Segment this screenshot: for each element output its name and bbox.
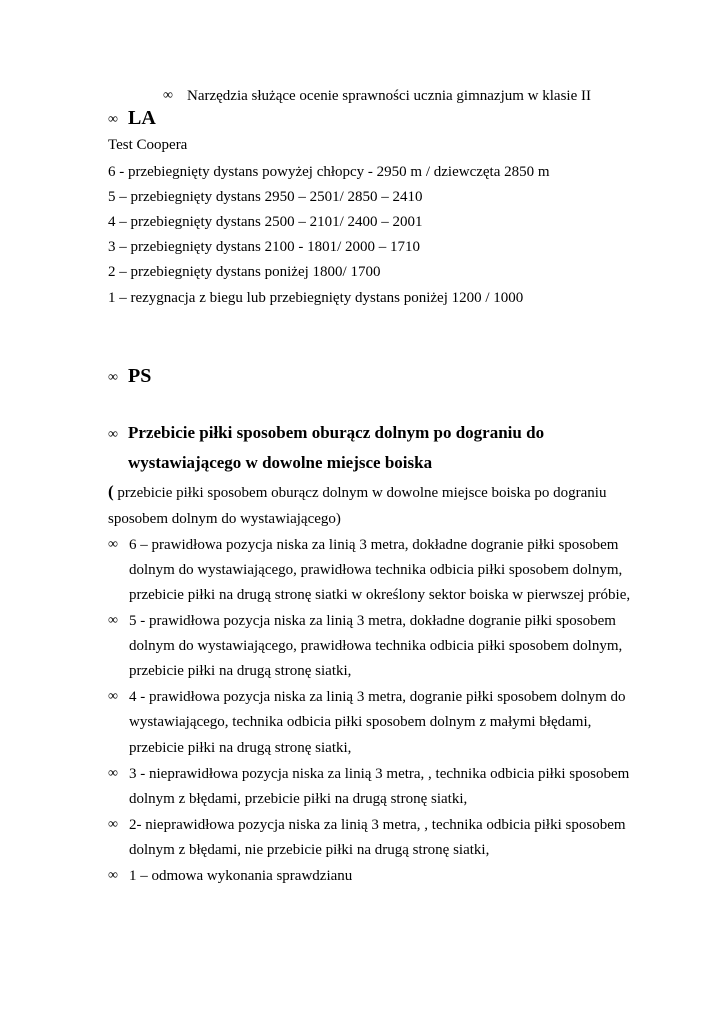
bullet-icon: ∞ xyxy=(108,112,118,127)
bullet-icon: ∞ xyxy=(163,88,173,103)
bullet-icon: ∞ xyxy=(108,868,118,883)
test-name: Test Coopera xyxy=(108,137,188,153)
section-heading-ps: PS xyxy=(128,365,152,387)
bullet-icon: ∞ xyxy=(108,370,118,385)
bullet-icon: ∞ xyxy=(108,427,118,442)
criterion-line: 6 – prawidłowa pozycja niska za linią 3 metra, dokładne dogranie piłki sposobem xyxy=(129,537,619,553)
description-text: przebicie piłki sposobem oburącz dolnym w dowolne miejsce boiska po dograniu xyxy=(113,485,607,501)
criterion-line: dolnym do wystawiającego, prawidłowa technika odbicia piłki sposobem dolnym, xyxy=(129,562,623,578)
grade-line: 2 – przebiegnięty dystans poniżej 1800/ 1700 xyxy=(108,264,381,280)
task-description: sposobem dolnym do wystawiającego) xyxy=(108,511,341,527)
grade-line: 1 – rezygnacja z biegu lub przebiegnięty dystans poniżej 1200 / 1000 xyxy=(108,290,524,306)
bullet-icon: ∞ xyxy=(108,817,118,832)
task-title-line: Przebicie piłki sposobem oburącz dolnym po dograniu do xyxy=(128,423,545,442)
criterion-line: 1 – odmowa wykonania sprawdzianu xyxy=(129,868,353,884)
bullet-icon: ∞ xyxy=(108,766,118,781)
criterion-line: dolnym z błędami, nie przebicie piłki na drugą stronę siatki, xyxy=(129,842,490,858)
criterion-line: 3 - nieprawidłowa pozycja niska za linią 3 metra, , technika odbicia piłki sposobem xyxy=(129,766,630,782)
criterion-line: 5 - prawidłowa pozycja niska za linią 3 metra, dokładne dogranie piłki sposobem xyxy=(129,613,616,629)
criterion-line: dolnym do wystawiającego, prawidłowa technika odbicia piłki sposobem dolnym, xyxy=(129,638,623,654)
bullet-icon: ∞ xyxy=(108,689,118,704)
grade-line: 4 – przebiegnięty dystans 2500 – 2101/ 2400 – 2001 xyxy=(108,214,423,230)
intro-line: Narzędzia służące ocenie sprawności ucznia gimnazjum w klasie II xyxy=(187,88,591,104)
criterion-line: przebicie piłki na drugą stronę siatki, xyxy=(129,740,352,756)
criterion-line: 4 - prawidłowa pozycja niska za linią 3 metra, dogranie piłki sposobem dolnym do xyxy=(129,689,626,705)
task-title-line: wystawiającego w dowolne miejsce boiska xyxy=(128,453,433,472)
bullet-icon: ∞ xyxy=(108,537,118,552)
grade-line: 6 - przebiegnięty dystans powyżej chłopcy - 2950 m / dziewczęta 2850 m xyxy=(108,164,550,180)
section-heading-la: LA xyxy=(128,107,156,129)
criterion-line: przebicie piłki na drugą stronę siatki, xyxy=(129,663,352,679)
grade-line: 5 – przebiegnięty dystans 2950 – 2501/ 2850 – 2410 xyxy=(108,189,423,205)
criterion-line: wystawiającego, technika odbicia piłki sposobem dolnym z małymi błędami, xyxy=(129,714,592,730)
task-description xyxy=(108,483,606,502)
grade-line: 3 – przebiegnięty dystans 2100 - 1801/ 2000 – 1710 xyxy=(108,239,421,255)
criterion-line: przebicie piłki na drugą stronę siatki w określony sektor boiska w pierwszej próbie, xyxy=(129,587,631,603)
bullet-icon: ∞ xyxy=(108,613,118,628)
description-paren: ( xyxy=(108,482,114,501)
criterion-line: dolnym z błędami, przebicie piłki na drugą stronę siatki, xyxy=(129,791,468,807)
criterion-line: 2- nieprawidłowa pozycja niska za linią 3 metra, , technika odbicia piłki sposobem xyxy=(129,817,626,833)
